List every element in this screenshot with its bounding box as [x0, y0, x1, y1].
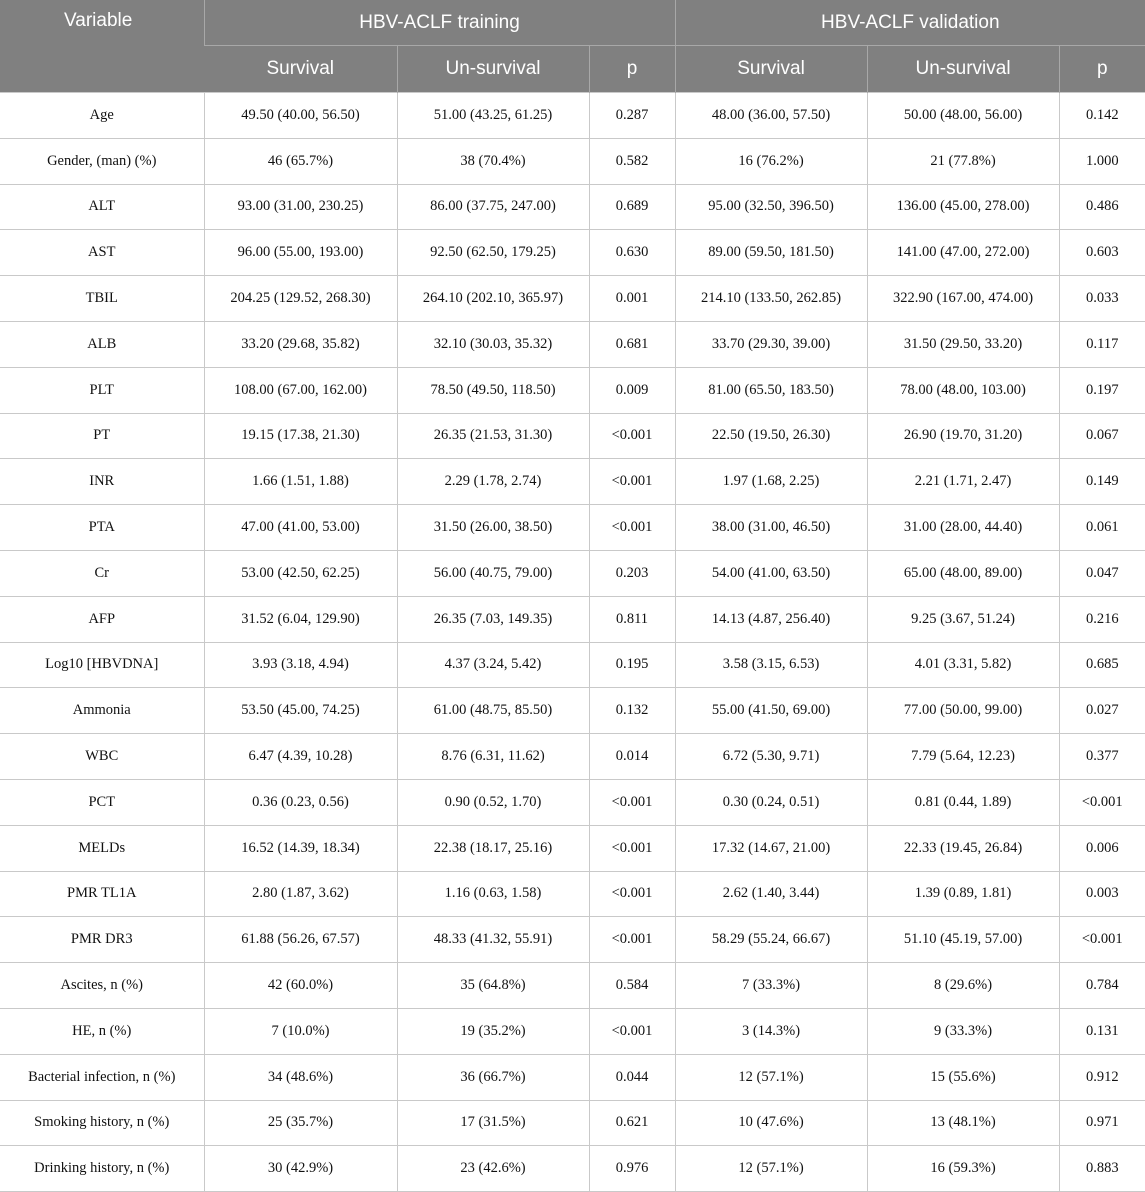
table-row — [0, 276, 1145, 322]
validation-survival-cell: 48.00 (36.00, 57.50) — [675, 93, 867, 139]
table-row — [0, 459, 1145, 505]
training-p-cell: 0.621 — [589, 1100, 675, 1146]
training-p-cell: 0.976 — [589, 1146, 675, 1192]
table-row — [0, 825, 1145, 871]
validation-survival-cell: 214.10 (133.50, 262.85) — [675, 276, 867, 322]
validation-p-cell: 0.216 — [1059, 596, 1145, 642]
variable-cell: PT — [0, 413, 204, 459]
table-row — [0, 734, 1145, 780]
training-survival-cell: 96.00 (55.00, 193.00) — [204, 230, 397, 276]
training-survival-cell: 19.15 (17.38, 21.30) — [204, 413, 397, 459]
variable-cell: PTA — [0, 505, 204, 551]
training-un-survival-cell: 86.00 (37.75, 247.00) — [397, 184, 589, 230]
training-p-cell: 0.203 — [589, 550, 675, 596]
validation-survival-cell: 89.00 (59.50, 181.50) — [675, 230, 867, 276]
validation-p-cell: 0.131 — [1059, 1008, 1145, 1054]
variable-cell: WBC — [0, 734, 204, 780]
training-un-survival-cell: 32.10 (30.03, 35.32) — [397, 321, 589, 367]
validation-p-cell: 0.486 — [1059, 184, 1145, 230]
validation-un-survival-cell: 9 (33.3%) — [867, 1008, 1059, 1054]
validation-p-cell: <0.001 — [1059, 917, 1145, 963]
header-variable: Variable — [0, 0, 204, 93]
header-validation-p: p — [1059, 46, 1145, 93]
header-training-group: HBV-ACLF training — [204, 0, 675, 46]
validation-un-survival-cell: 9.25 (3.67, 51.24) — [867, 596, 1059, 642]
training-p-cell: <0.001 — [589, 1008, 675, 1054]
header-training-survival: Survival — [204, 46, 397, 93]
validation-un-survival-cell: 15 (55.6%) — [867, 1054, 1059, 1100]
validation-survival-cell: 3 (14.3%) — [675, 1008, 867, 1054]
training-p-cell: <0.001 — [589, 825, 675, 871]
training-un-survival-cell: 4.37 (3.24, 5.42) — [397, 642, 589, 688]
table-row — [0, 963, 1145, 1009]
validation-survival-cell: 12 (57.1%) — [675, 1054, 867, 1100]
training-un-survival-cell: 78.50 (49.50, 118.50) — [397, 367, 589, 413]
validation-un-survival-cell: 1.39 (0.89, 1.81) — [867, 871, 1059, 917]
validation-survival-cell: 16 (76.2%) — [675, 138, 867, 184]
training-p-cell: 0.582 — [589, 138, 675, 184]
training-un-survival-cell: 19 (35.2%) — [397, 1008, 589, 1054]
variable-cell: AFP — [0, 596, 204, 642]
training-p-cell: <0.001 — [589, 505, 675, 551]
header-validation-survival: Survival — [675, 46, 867, 93]
validation-survival-cell: 7 (33.3%) — [675, 963, 867, 1009]
variable-cell: Age — [0, 93, 204, 139]
training-survival-cell: 16.52 (14.39, 18.34) — [204, 825, 397, 871]
training-un-survival-cell: 56.00 (40.75, 79.00) — [397, 550, 589, 596]
validation-un-survival-cell: 65.00 (48.00, 89.00) — [867, 550, 1059, 596]
training-survival-cell: 25 (35.7%) — [204, 1100, 397, 1146]
validation-survival-cell: 12 (57.1%) — [675, 1146, 867, 1192]
training-p-cell: <0.001 — [589, 413, 675, 459]
training-un-survival-cell: 264.10 (202.10, 365.97) — [397, 276, 589, 322]
training-un-survival-cell: 1.16 (0.63, 1.58) — [397, 871, 589, 917]
variable-cell: TBIL — [0, 276, 204, 322]
table-row — [0, 1100, 1145, 1146]
header-validation-un-survival: Un-survival — [867, 46, 1059, 93]
validation-survival-cell: 14.13 (4.87, 256.40) — [675, 596, 867, 642]
table-row — [0, 367, 1145, 413]
validation-survival-cell: 38.00 (31.00, 46.50) — [675, 505, 867, 551]
training-p-cell: 0.287 — [589, 93, 675, 139]
training-un-survival-cell: 0.90 (0.52, 1.70) — [397, 779, 589, 825]
validation-un-survival-cell: 22.33 (19.45, 26.84) — [867, 825, 1059, 871]
table-row — [0, 688, 1145, 734]
training-survival-cell: 42 (60.0%) — [204, 963, 397, 1009]
validation-p-cell: 0.883 — [1059, 1146, 1145, 1192]
table-row — [0, 93, 1145, 139]
training-un-survival-cell: 8.76 (6.31, 11.62) — [397, 734, 589, 780]
variable-cell: MELDs — [0, 825, 204, 871]
training-un-survival-cell: 26.35 (7.03, 149.35) — [397, 596, 589, 642]
training-survival-cell: 2.80 (1.87, 3.62) — [204, 871, 397, 917]
validation-un-survival-cell: 8 (29.6%) — [867, 963, 1059, 1009]
training-survival-cell: 1.66 (1.51, 1.88) — [204, 459, 397, 505]
variable-cell: Ammonia — [0, 688, 204, 734]
validation-survival-cell: 22.50 (19.50, 26.30) — [675, 413, 867, 459]
variable-cell: HE, n (%) — [0, 1008, 204, 1054]
training-survival-cell: 3.93 (3.18, 4.94) — [204, 642, 397, 688]
training-un-survival-cell: 22.38 (18.17, 25.16) — [397, 825, 589, 871]
table-row — [0, 1146, 1145, 1192]
variable-cell: Bacterial infection, n (%) — [0, 1054, 204, 1100]
training-un-survival-cell: 38 (70.4%) — [397, 138, 589, 184]
training-survival-cell: 6.47 (4.39, 10.28) — [204, 734, 397, 780]
table-row — [0, 779, 1145, 825]
validation-survival-cell: 17.32 (14.67, 21.00) — [675, 825, 867, 871]
variable-cell: PMR TL1A — [0, 871, 204, 917]
validation-p-cell: 0.377 — [1059, 734, 1145, 780]
validation-un-survival-cell: 31.00 (28.00, 44.40) — [867, 505, 1059, 551]
training-un-survival-cell: 48.33 (41.32, 55.91) — [397, 917, 589, 963]
validation-p-cell: 0.784 — [1059, 963, 1145, 1009]
validation-un-survival-cell: 51.10 (45.19, 57.00) — [867, 917, 1059, 963]
training-un-survival-cell: 26.35 (21.53, 31.30) — [397, 413, 589, 459]
variable-cell: INR — [0, 459, 204, 505]
training-survival-cell: 93.00 (31.00, 230.25) — [204, 184, 397, 230]
validation-un-survival-cell: 2.21 (1.71, 2.47) — [867, 459, 1059, 505]
validation-un-survival-cell: 141.00 (47.00, 272.00) — [867, 230, 1059, 276]
training-p-cell: 0.689 — [589, 184, 675, 230]
validation-un-survival-cell: 16 (59.3%) — [867, 1146, 1059, 1192]
validation-survival-cell: 0.30 (0.24, 0.51) — [675, 779, 867, 825]
training-p-cell: 0.001 — [589, 276, 675, 322]
validation-p-cell: 0.006 — [1059, 825, 1145, 871]
table-header — [0, 0, 1145, 93]
validation-survival-cell: 1.97 (1.68, 2.25) — [675, 459, 867, 505]
training-p-cell: 0.195 — [589, 642, 675, 688]
validation-un-survival-cell: 13 (48.1%) — [867, 1100, 1059, 1146]
table-row — [0, 413, 1145, 459]
training-survival-cell: 47.00 (41.00, 53.00) — [204, 505, 397, 551]
validation-un-survival-cell: 136.00 (45.00, 278.00) — [867, 184, 1059, 230]
training-p-cell: <0.001 — [589, 917, 675, 963]
table-row — [0, 642, 1145, 688]
validation-p-cell: 1.000 — [1059, 138, 1145, 184]
validation-un-survival-cell: 4.01 (3.31, 5.82) — [867, 642, 1059, 688]
training-survival-cell: 0.36 (0.23, 0.56) — [204, 779, 397, 825]
variable-cell: Drinking history, n (%) — [0, 1146, 204, 1192]
variable-cell: Gender, (man) (%) — [0, 138, 204, 184]
training-survival-cell: 31.52 (6.04, 129.90) — [204, 596, 397, 642]
validation-p-cell: 0.603 — [1059, 230, 1145, 276]
validation-un-survival-cell: 78.00 (48.00, 103.00) — [867, 367, 1059, 413]
validation-p-cell: 0.149 — [1059, 459, 1145, 505]
variable-cell: ALT — [0, 184, 204, 230]
variable-cell: AST — [0, 230, 204, 276]
validation-survival-cell: 55.00 (41.50, 69.00) — [675, 688, 867, 734]
table-row — [0, 596, 1145, 642]
header-training-p: p — [589, 46, 675, 93]
training-un-survival-cell: 31.50 (26.00, 38.50) — [397, 505, 589, 551]
table-row — [0, 321, 1145, 367]
training-p-cell: 0.630 — [589, 230, 675, 276]
validation-survival-cell: 58.29 (55.24, 66.67) — [675, 917, 867, 963]
training-p-cell: 0.811 — [589, 596, 675, 642]
training-un-survival-cell: 35 (64.8%) — [397, 963, 589, 1009]
validation-survival-cell: 6.72 (5.30, 9.71) — [675, 734, 867, 780]
validation-p-cell: 0.047 — [1059, 550, 1145, 596]
table-row — [0, 230, 1145, 276]
training-p-cell: <0.001 — [589, 779, 675, 825]
validation-p-cell: 0.971 — [1059, 1100, 1145, 1146]
training-survival-cell: 53.00 (42.50, 62.25) — [204, 550, 397, 596]
validation-p-cell: 0.027 — [1059, 688, 1145, 734]
validation-un-survival-cell: 50.00 (48.00, 56.00) — [867, 93, 1059, 139]
training-un-survival-cell: 51.00 (43.25, 61.25) — [397, 93, 589, 139]
table-body — [0, 93, 1145, 1192]
validation-un-survival-cell: 322.90 (167.00, 474.00) — [867, 276, 1059, 322]
validation-survival-cell: 81.00 (65.50, 183.50) — [675, 367, 867, 413]
training-survival-cell: 61.88 (56.26, 67.57) — [204, 917, 397, 963]
header-validation-group: HBV-ACLF validation — [675, 0, 1145, 46]
training-un-survival-cell: 17 (31.5%) — [397, 1100, 589, 1146]
variable-cell: PMR DR3 — [0, 917, 204, 963]
validation-un-survival-cell: 31.50 (29.50, 33.20) — [867, 321, 1059, 367]
validation-un-survival-cell: 26.90 (19.70, 31.20) — [867, 413, 1059, 459]
training-survival-cell: 34 (48.6%) — [204, 1054, 397, 1100]
training-survival-cell: 49.50 (40.00, 56.50) — [204, 93, 397, 139]
header-training-un-survival: Un-survival — [397, 46, 589, 93]
training-p-cell: <0.001 — [589, 459, 675, 505]
variable-cell: ALB — [0, 321, 204, 367]
variable-cell: Smoking history, n (%) — [0, 1100, 204, 1146]
validation-p-cell: 0.685 — [1059, 642, 1145, 688]
training-survival-cell: 33.20 (29.68, 35.82) — [204, 321, 397, 367]
validation-un-survival-cell: 77.00 (50.00, 99.00) — [867, 688, 1059, 734]
training-un-survival-cell: 61.00 (48.75, 85.50) — [397, 688, 589, 734]
validation-p-cell: 0.117 — [1059, 321, 1145, 367]
table-row — [0, 1054, 1145, 1100]
table-row — [0, 550, 1145, 596]
training-p-cell: <0.001 — [589, 871, 675, 917]
variable-cell: Log10 [HBVDNA] — [0, 642, 204, 688]
validation-p-cell: 0.197 — [1059, 367, 1145, 413]
training-un-survival-cell: 2.29 (1.78, 2.74) — [397, 459, 589, 505]
header-row-groups — [0, 0, 1145, 46]
variable-cell: Ascites, n (%) — [0, 963, 204, 1009]
table-row — [0, 505, 1145, 551]
training-un-survival-cell: 36 (66.7%) — [397, 1054, 589, 1100]
validation-survival-cell: 10 (47.6%) — [675, 1100, 867, 1146]
table-row — [0, 138, 1145, 184]
table-row — [0, 184, 1145, 230]
variable-cell: PLT — [0, 367, 204, 413]
validation-p-cell: 0.061 — [1059, 505, 1145, 551]
validation-un-survival-cell: 0.81 (0.44, 1.89) — [867, 779, 1059, 825]
training-survival-cell: 7 (10.0%) — [204, 1008, 397, 1054]
table-row — [0, 871, 1145, 917]
training-survival-cell: 53.50 (45.00, 74.25) — [204, 688, 397, 734]
training-p-cell: 0.681 — [589, 321, 675, 367]
training-p-cell: 0.044 — [589, 1054, 675, 1100]
validation-p-cell: 0.003 — [1059, 871, 1145, 917]
table-row — [0, 1008, 1145, 1054]
training-survival-cell: 108.00 (67.00, 162.00) — [204, 367, 397, 413]
training-survival-cell: 204.25 (129.52, 268.30) — [204, 276, 397, 322]
training-survival-cell: 46 (65.7%) — [204, 138, 397, 184]
validation-p-cell: 0.033 — [1059, 276, 1145, 322]
validation-survival-cell: 33.70 (29.30, 39.00) — [675, 321, 867, 367]
validation-p-cell: 0.067 — [1059, 413, 1145, 459]
training-p-cell: 0.584 — [589, 963, 675, 1009]
validation-un-survival-cell: 21 (77.8%) — [867, 138, 1059, 184]
training-p-cell: 0.132 — [589, 688, 675, 734]
validation-survival-cell: 54.00 (41.00, 63.50) — [675, 550, 867, 596]
training-un-survival-cell: 23 (42.6%) — [397, 1146, 589, 1192]
training-survival-cell: 30 (42.9%) — [204, 1146, 397, 1192]
training-p-cell: 0.014 — [589, 734, 675, 780]
validation-survival-cell: 95.00 (32.50, 396.50) — [675, 184, 867, 230]
training-un-survival-cell: 92.50 (62.50, 179.25) — [397, 230, 589, 276]
validation-survival-cell: 2.62 (1.40, 3.44) — [675, 871, 867, 917]
variable-cell: PCT — [0, 779, 204, 825]
validation-p-cell: 0.142 — [1059, 93, 1145, 139]
variable-cell: Cr — [0, 550, 204, 596]
validation-un-survival-cell: 7.79 (5.64, 12.23) — [867, 734, 1059, 780]
validation-p-cell: 0.912 — [1059, 1054, 1145, 1100]
validation-survival-cell: 3.58 (3.15, 6.53) — [675, 642, 867, 688]
training-p-cell: 0.009 — [589, 367, 675, 413]
validation-p-cell: <0.001 — [1059, 779, 1145, 825]
table-row — [0, 917, 1145, 963]
